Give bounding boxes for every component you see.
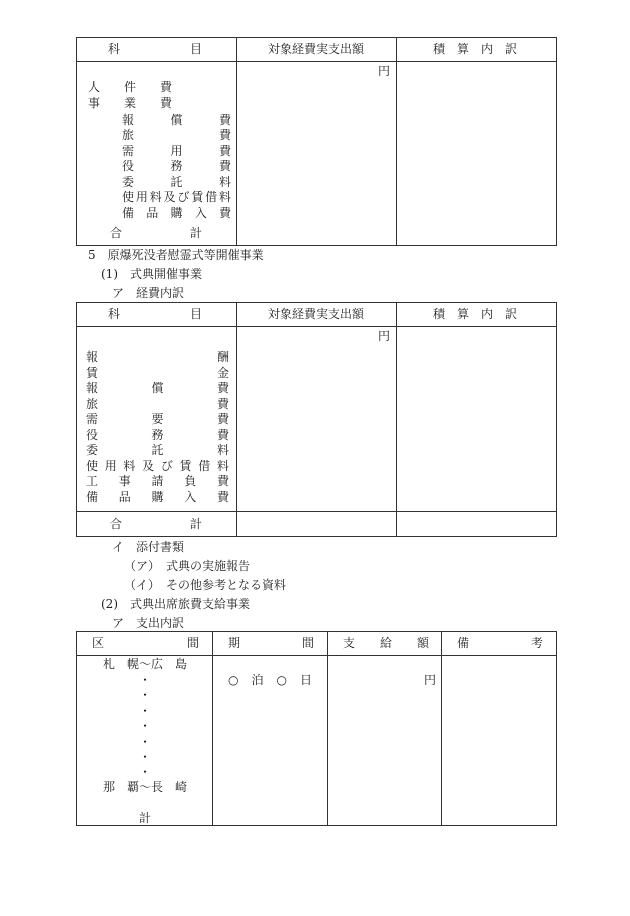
header-period: 期 間 [228,636,314,650]
total-label: 合 計 [110,517,202,531]
total-label: 計 [139,811,152,825]
subsection-heading: ア 経費内訳 [112,286,185,300]
header-actual-expense: 対象経費実支出額 [267,307,364,321]
table-divider [236,37,237,246]
sub-item: 備 品 購 入 費 [122,206,231,220]
sub-item: 役 務 費 [122,159,231,173]
table-divider [76,511,557,512]
header-amount: 支 給 額 [343,636,429,650]
attachment-item: （イ） その他参考となる資料 [124,578,287,592]
header-section: 区 間 [92,636,199,650]
header-subject: 科 目 [108,42,202,56]
header-subject: 科 目 [108,307,202,321]
item: 工 事 請 負 費 [86,474,229,488]
route-dot: ・ [139,673,152,687]
table-divider [396,302,397,537]
item: 報 償 費 [86,381,229,395]
sub-item: 旅 費 [122,128,231,142]
total-label: 合 計 [110,226,202,240]
item: 委 託 料 [86,443,229,457]
item-project: 事 業 費 [88,96,172,110]
item: 賃 金 [86,366,229,380]
subsection-title: (1) 式典開催事業 [101,267,202,281]
subsection-title: (2) 式典出席旅費支給事業 [101,597,250,611]
unit-yen: 円 [424,673,437,687]
item: 備 品 購 入 費 [86,490,229,504]
table-divider [396,37,397,246]
header-calculation: 積 算 内 訳 [433,42,517,56]
table-divider [76,326,557,327]
table-divider [327,631,328,826]
attachment-item: （ア） 式典の実施報告 [124,559,251,573]
table-divider [76,61,557,62]
sub-item: 需 用 費 [122,144,231,158]
header-actual-expense: 対象経費実支出額 [267,42,364,56]
route-dot: ・ [139,735,152,749]
item: 役 務 費 [86,428,229,442]
route-dot: ・ [139,750,152,764]
header-calculation: 積 算 内 訳 [433,307,517,321]
unit-yen: 円 [378,329,391,343]
subsection-heading: ア 支出内訳 [112,616,185,630]
section-title: 5 原爆死没者慰霊式等開催事業 [88,248,264,262]
table-divider [236,302,237,537]
route-dot: ・ [139,719,152,733]
item: 使 用 料 及 び 賃 借 料 [86,459,229,473]
attachments-heading: イ 添付書類 [112,540,185,554]
sub-item: 使 用 料 及 び 賃 借 料 [122,190,231,204]
route-dot: ・ [139,765,152,779]
route-end: 那 覇～長 崎 [103,780,188,794]
item: 需 要 費 [86,412,229,426]
header-remarks: 備 考 [457,636,543,650]
period-value: ○ 泊 ○ 日 [228,673,312,687]
table-divider [76,655,557,656]
sub-item: 委 託 料 [122,175,231,189]
item-personnel: 人 件 費 [88,80,172,94]
item: 報 酬 [86,350,229,364]
unit-yen: 円 [378,64,391,78]
route-dot: ・ [139,704,152,718]
table-divider [441,631,442,826]
route-dot: ・ [139,688,152,702]
item: 旅 費 [86,397,229,411]
sub-item: 報 償 費 [122,113,231,127]
route-start: 札 幌～広 島 [103,657,188,671]
table-divider [212,631,213,826]
